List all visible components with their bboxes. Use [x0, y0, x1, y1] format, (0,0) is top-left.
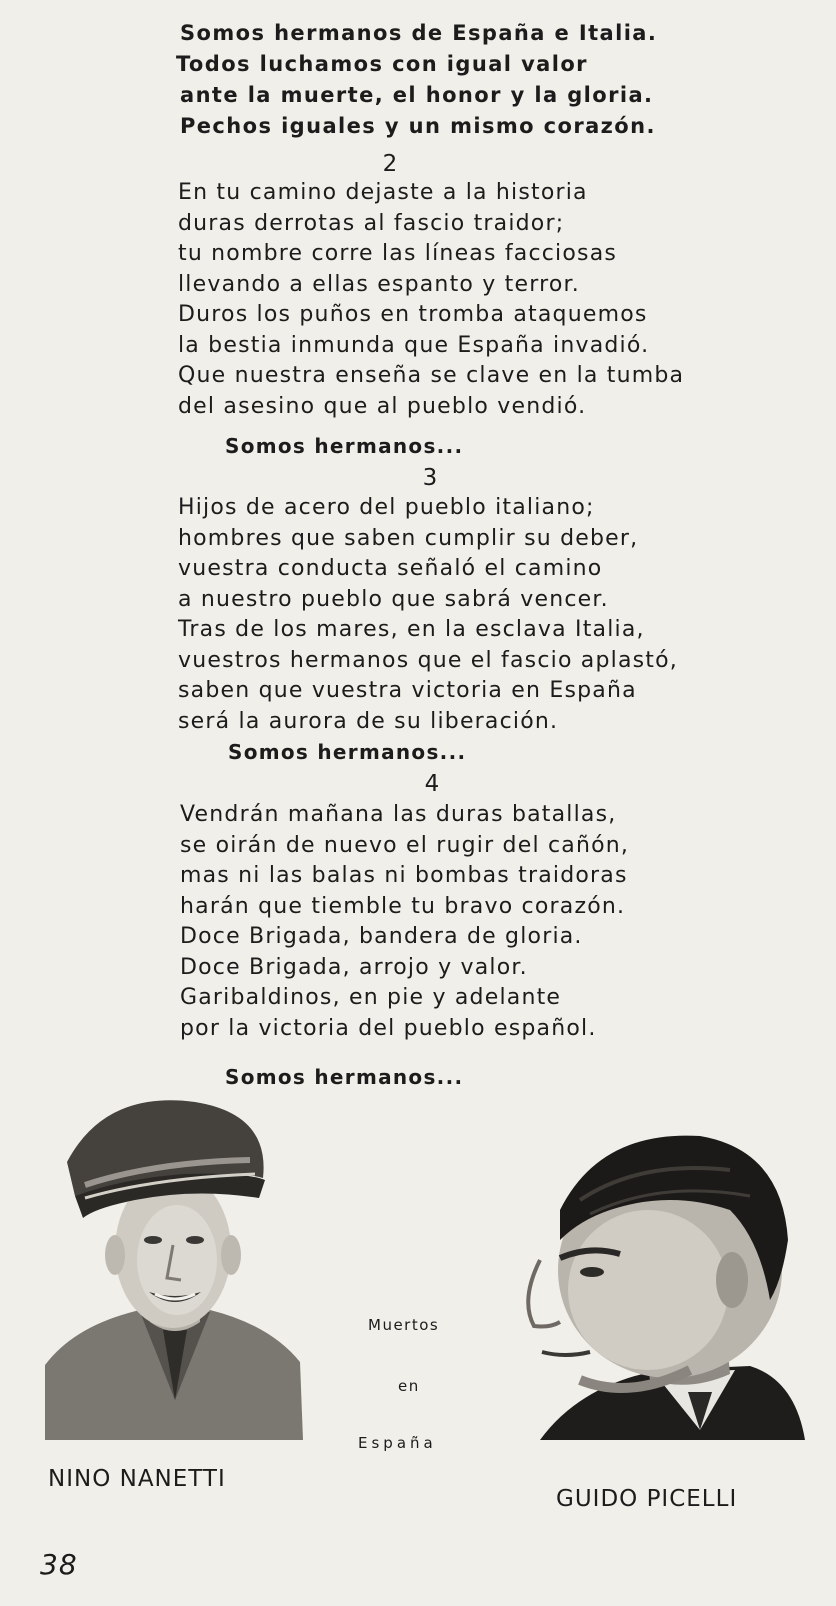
verse-line: Tras de los mares, en la esclava Italia,: [178, 617, 645, 642]
portrait-name-left: NINO NANETTI: [48, 1466, 226, 1492]
verse-line: a nuestro pueblo que sabrá vencer.: [178, 586, 609, 612]
stanza-number: 3: [422, 465, 438, 491]
verse-line: llevando a ellas espanto y terror.: [178, 271, 580, 297]
verse-line: tu nombre corre las líneas facciosas: [178, 241, 618, 266]
verse-line: Hijos de acero del pueblo italiano;: [178, 495, 595, 520]
stanza: [178, 493, 738, 737]
verse-line: Doce Brigada, arrojo y valor.: [180, 954, 528, 980]
refrain: Somos hermanos...: [225, 1065, 464, 1089]
verse-line: por la victoria del pueblo español.: [180, 1015, 597, 1041]
caption-espana: España: [358, 1434, 437, 1452]
verse-line: Garibaldinos, en pie y adelante: [180, 985, 562, 1010]
portrait-name-right: GUIDO PICELLI: [556, 1486, 738, 1512]
verse-line: la bestia inmunda que España invadió.: [178, 332, 650, 358]
verse-line: Que nuestra enseña se clave en la tumba: [178, 363, 685, 388]
stanza-number: 2: [382, 151, 398, 177]
stanza: [178, 178, 738, 422]
refrain: Somos hermanos...: [225, 434, 464, 458]
verse-line: saben que vuestra victoria en España: [178, 678, 637, 703]
portrait-picelli: [520, 1130, 810, 1440]
caption-muertos: Muertos: [368, 1316, 440, 1334]
chorus: [176, 18, 700, 142]
verse-line: duras derrotas al fascio traidor;: [178, 210, 565, 236]
chorus-line: Pechos iguales y un mismo corazón.: [180, 114, 656, 138]
verse-line: Vendrán mañana las duras batallas,: [180, 802, 617, 827]
refrain: Somos hermanos...: [228, 740, 467, 764]
stanza-number: 4: [424, 771, 440, 797]
page-number: 38: [40, 1548, 78, 1581]
verse-line: vuestros hermanos que el fascio aplastó,: [178, 647, 678, 673]
verse-line: vuestra conducta señaló el camino: [178, 556, 603, 581]
portrait-nanetti: [45, 1100, 305, 1440]
verse-line: del asesino que al pueblo vendió.: [178, 393, 587, 419]
chorus-line: ante la muerte, el honor y la gloria.: [180, 83, 654, 107]
verse-line: mas ni las balas ni bombas traidoras: [180, 863, 628, 888]
verse-line: se oirán de nuevo el rugir del cañón,: [180, 832, 630, 858]
verse-line: En tu camino dejaste a la historia: [178, 180, 588, 205]
verse-line: Doce Brigada, bandera de gloria.: [180, 924, 583, 949]
stanza: [180, 800, 740, 1044]
verse-line: será la aurora de su liberación.: [178, 708, 559, 734]
verse-line: hombres que saben cumplir su deber,: [178, 525, 639, 551]
caption-en: en: [398, 1377, 420, 1395]
chorus-line: Todos luchamos con igual valor: [176, 52, 588, 76]
verse-line: harán que tiemble tu bravo corazón.: [180, 893, 626, 919]
chorus-line: Somos hermanos de España e Italia.: [180, 21, 658, 45]
verse-line: Duros los puños en tromba ataquemos: [178, 302, 648, 327]
